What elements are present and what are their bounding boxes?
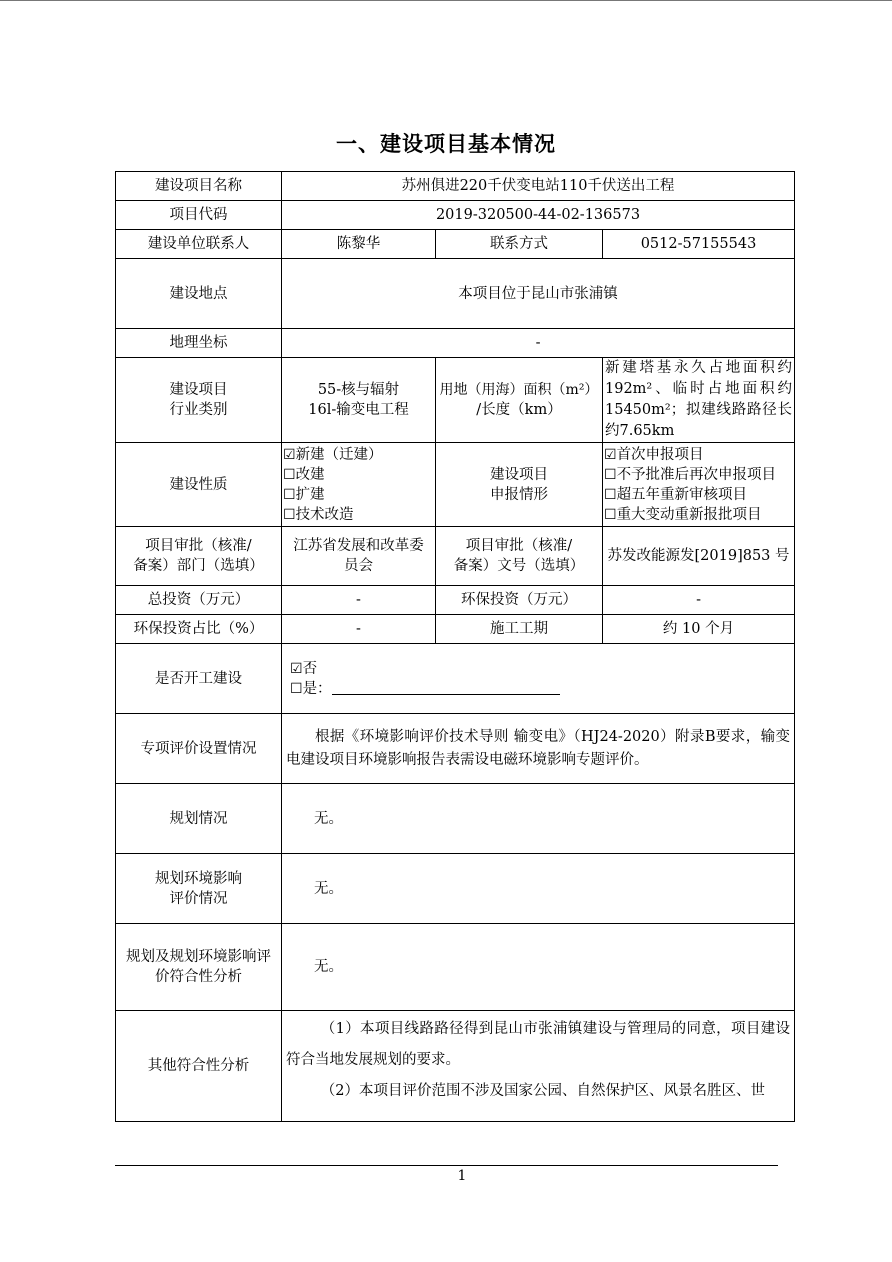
page-title: 一、建设项目基本情况	[336, 132, 556, 156]
row-contact	[116, 230, 795, 259]
approval-value-line1: 江苏省发展和改革委	[293, 538, 424, 554]
top-border-line	[0, 0, 892, 1]
period-label: 施工工期	[436, 615, 603, 644]
project-name-label: 建设项目名称	[116, 172, 282, 201]
row-investment	[116, 586, 795, 615]
approval-label-line1: 项目审批（核准/	[145, 538, 252, 554]
project-name-value: 苏州俱进220千伏变电站110千伏送出工程	[282, 172, 795, 201]
nature-option-new: ☑新建（迁建）	[283, 446, 383, 463]
row-other-conform	[116, 1011, 795, 1122]
report-options	[603, 443, 795, 527]
investment-value: -	[282, 586, 436, 615]
nature-label: 建设性质	[116, 443, 282, 527]
report-option-five-years: ☐超五年重新审核项目	[604, 486, 748, 503]
planning-env-label-line1: 规划环境影响	[155, 870, 242, 887]
area-label-line2: /长度（km）	[476, 402, 562, 418]
row-industry	[116, 358, 795, 443]
row-approval	[116, 527, 795, 586]
row-coords	[116, 329, 795, 358]
report-label-line2: 申报情形	[490, 486, 548, 503]
industry-label-line2: 行业类别	[169, 402, 228, 418]
nature-option-tech: ☐技术改造	[283, 506, 354, 523]
coords-value: -	[282, 329, 795, 358]
industry-value-line1: 55-核与辐射	[317, 382, 400, 398]
planning-env-label	[116, 854, 282, 924]
approval-doc-label-line1: 项目审批（核准/	[465, 538, 573, 554]
report-option-major-change: ☐重大变动重新报批项目	[604, 506, 762, 523]
other-conform-para1: （1）本项目线路路径得到昆山市张浦镇建设与管理局的同意，项目建设符合当地发展规划的要求。	[286, 1021, 791, 1068]
started-label: 是否开工建设	[116, 644, 282, 714]
row-env-ratio	[116, 615, 795, 644]
nature-options	[282, 443, 436, 527]
special-text: 根据《环境影响评价技术导则 输变电》（HJ24-2020）附录B要求，输变电建设项目环境影响报告表需设电磁环境影响专题评价。	[286, 728, 791, 768]
checked-box-icon: ☑	[283, 446, 296, 463]
row-location	[116, 259, 795, 329]
report-option-first: ☑首次申报项目	[604, 446, 704, 463]
approval-doc-label-line2: 备案）文号（选填）	[453, 558, 585, 574]
row-special	[116, 714, 795, 784]
approval-value	[282, 527, 436, 586]
started-yes: ☐是：	[290, 679, 792, 699]
unchecked-box-icon: ☐	[604, 506, 617, 523]
industry-label-line1: 建设项目	[169, 382, 228, 398]
project-info-table	[115, 171, 795, 1122]
nature-option-expand: ☐扩建	[283, 486, 325, 503]
env-investment-label: 环保投资（万元）	[436, 586, 603, 615]
industry-value-line2: 16l-输变电工程	[308, 402, 409, 418]
row-nature	[116, 443, 795, 527]
contact-method-value: 0512-57155543	[603, 230, 795, 259]
planning-value: 无。	[282, 784, 795, 854]
area-value: 新建塔基永久占地面积约192m²、临时占地面积约15450m²；拟建线路路径长约7.65km	[603, 358, 795, 443]
unchecked-box-icon: ☐	[290, 680, 303, 697]
checked-box-icon: ☑	[290, 660, 303, 677]
planning-env-label-line2: 评价情况	[169, 890, 228, 907]
row-started	[116, 644, 795, 714]
report-label-line1: 建设项目	[490, 466, 548, 483]
unchecked-box-icon: ☐	[604, 486, 617, 503]
coords-label: 地理坐标	[116, 329, 282, 358]
env-ratio-value: -	[282, 615, 436, 644]
page-number: 1	[457, 1168, 467, 1184]
checked-box-icon: ☑	[604, 446, 617, 463]
other-conform-para2: （2）本项目评价范围不涉及国家公园、自然保护区、风景名胜区、世	[320, 1083, 766, 1099]
location-label: 建设地点	[116, 259, 282, 329]
row-planning	[116, 784, 795, 854]
special-label: 专项评价设置情况	[116, 714, 282, 784]
location-value: 本项目位于昆山市张浦镇	[282, 259, 795, 329]
started-value	[282, 644, 795, 714]
industry-label	[116, 358, 282, 443]
row-project-name	[116, 172, 795, 201]
period-value: 约 10 个月	[603, 615, 795, 644]
project-code-label: 项目代码	[116, 201, 282, 230]
approval-label-line2: 备案）部门（选填）	[133, 558, 264, 574]
planning-conform-label-line2: 价符合性分析	[155, 969, 242, 985]
report-option-resubmit: ☐不予批准后再次申报项目	[604, 466, 777, 483]
unchecked-box-icon: ☐	[283, 466, 296, 483]
planning-label: 规划情况	[116, 784, 282, 854]
unchecked-box-icon: ☐	[283, 486, 296, 503]
approval-doc-value: 苏发改能源发[2019]853 号	[603, 527, 795, 586]
approval-label	[116, 527, 282, 586]
other-conform-label: 其他符合性分析	[116, 1011, 282, 1122]
env-investment-value: -	[603, 586, 795, 615]
planning-conform-label	[116, 924, 282, 1011]
row-planning-env	[116, 854, 795, 924]
contact-value: 陈黎华	[282, 230, 436, 259]
footer-line	[115, 1165, 778, 1166]
project-code-value: 2019-320500-44-02-136573	[282, 201, 795, 230]
row-planning-conform	[116, 924, 795, 1011]
contact-label: 建设单位联系人	[116, 230, 282, 259]
unchecked-box-icon: ☐	[283, 506, 296, 523]
approval-doc-label	[436, 527, 603, 586]
env-ratio-label: 环保投资占比（%）	[116, 615, 282, 644]
industry-value	[282, 358, 436, 443]
row-project-code	[116, 201, 795, 230]
contact-method-label: 联系方式	[436, 230, 603, 259]
investment-label: 总投资（万元）	[116, 586, 282, 615]
unchecked-box-icon: ☐	[604, 466, 617, 483]
planning-conform-value: 无。	[282, 924, 795, 1011]
special-value	[282, 714, 795, 784]
other-conform-value	[282, 1011, 795, 1122]
started-no: ☑否	[290, 660, 318, 677]
report-label	[436, 443, 603, 527]
approval-value-line2: 员会	[344, 558, 373, 574]
planning-conform-label-line1: 规划及规划环境影响评	[126, 949, 271, 965]
area-label-line1: 用地（用海）面积（m²）	[439, 382, 599, 398]
nature-option-rebuild: ☐改建	[283, 466, 325, 483]
blank-underline	[332, 680, 560, 695]
area-label	[436, 358, 603, 443]
planning-env-value: 无。	[282, 854, 795, 924]
